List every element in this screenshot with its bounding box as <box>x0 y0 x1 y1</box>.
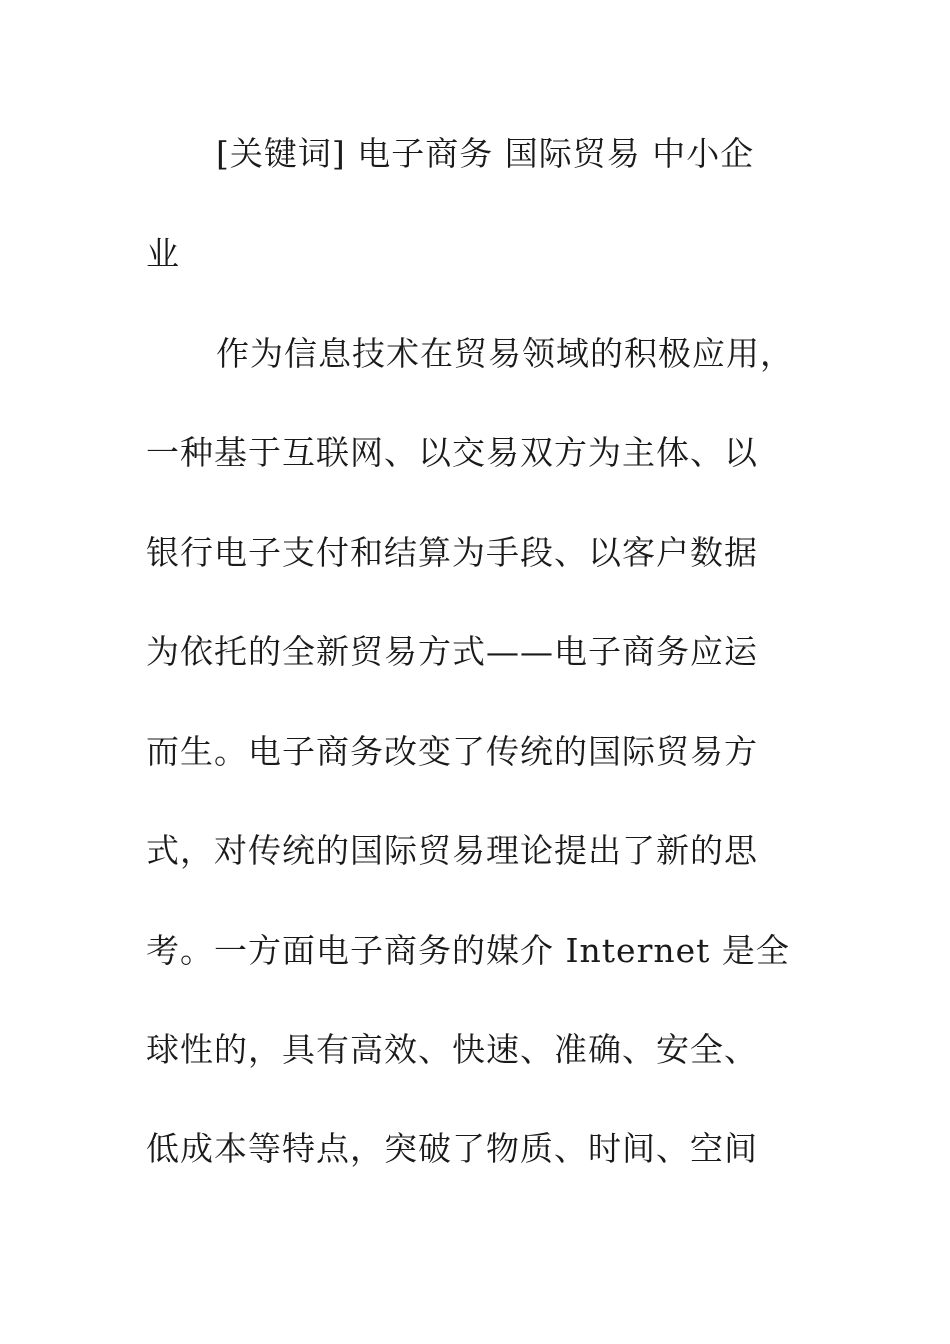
paragraph-line: 式，对传统的国际贸易理论提出了新的思 <box>146 831 758 870</box>
paragraph-line: 考。一方面电子商务的媒介 Internet 是全 <box>146 931 790 970</box>
paragraph-line: 低成本等特点，突破了物质、时间、空间 <box>146 1129 758 1168</box>
keywords-line: [关键词] 电子商务 国际贸易 中小企 <box>216 134 755 173</box>
paragraph-line: 而生。电子商务改变了传统的国际贸易方 <box>146 732 758 771</box>
paragraph-line: 为依托的全新贸易方式——电子商务应运 <box>146 632 758 671</box>
paragraph-line: 球性的，具有高效、快速、准确、安全、 <box>146 1030 758 1069</box>
keywords-line-continued: 业 <box>146 234 180 273</box>
paragraph-line: 银行电子支付和结算为手段、以客户数据 <box>146 533 758 572</box>
paragraph-line: 作为信息技术在贸易领域的积极应用， <box>216 334 794 373</box>
paragraph-line: 一种基于互联网、以交易双方为主体、以 <box>146 433 758 472</box>
